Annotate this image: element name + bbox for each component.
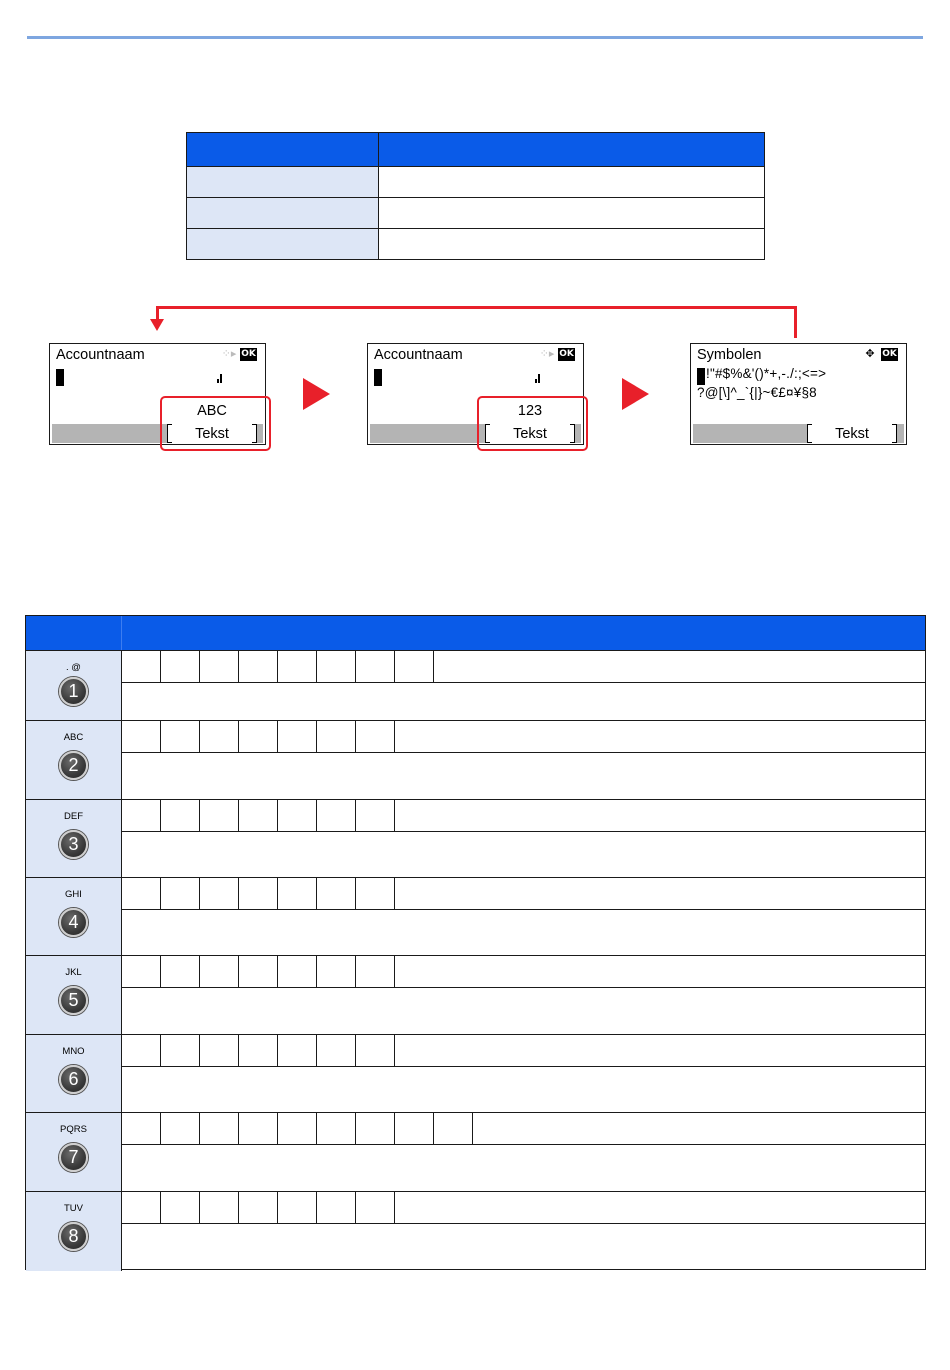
panel-title: Accountnaam: [56, 347, 145, 363]
character-cells: [122, 651, 925, 683]
key-disc-icon: 1: [59, 677, 88, 706]
symbol-line: !"#$%&'()*+,-./:;<=>: [706, 366, 827, 381]
key-row: [26, 1034, 925, 1112]
character-cell: [239, 878, 278, 909]
character-cells: [122, 956, 925, 988]
lcd-panel-symbols: [690, 343, 907, 445]
character-cells: [122, 878, 925, 910]
character-cell: [356, 1113, 395, 1144]
key-label-cell: [26, 800, 122, 877]
key-letters: PQRS: [60, 1124, 87, 1135]
character-cell: [278, 800, 317, 831]
character-cells: [122, 1113, 925, 1145]
text-cursor: [56, 369, 64, 386]
key-disc-icon: 3: [59, 830, 88, 859]
key-disc-icon: 8: [59, 1222, 88, 1251]
ok-icon: OK: [241, 349, 256, 359]
character-cell: [239, 956, 278, 987]
key-letters: DEF: [64, 811, 83, 822]
character-cell: [317, 878, 356, 909]
softkey-label: Tekst: [835, 426, 869, 442]
character-cell: [200, 878, 239, 909]
key-disc-icon: 6: [59, 1065, 88, 1094]
key-disc-icon: 5: [59, 986, 88, 1015]
signal-icon: [217, 373, 223, 383]
character-cell: [395, 1113, 434, 1144]
character-cell: [122, 721, 161, 752]
character-cell: [200, 800, 239, 831]
character-cell: [239, 721, 278, 752]
character-cell: [200, 1035, 239, 1066]
character-cell: [122, 651, 161, 682]
ok-icon: OK: [559, 349, 574, 359]
mode-table-row: [187, 167, 765, 198]
character-cell: [278, 1035, 317, 1066]
mode-table-row: [187, 198, 765, 229]
next-step-arrow-icon: [622, 378, 649, 410]
key-disc-icon: 7: [59, 1143, 88, 1172]
character-cell: [200, 1113, 239, 1144]
key-label-cell: [26, 651, 122, 720]
character-cell: [122, 1113, 161, 1144]
key-label-cell: [26, 956, 122, 1034]
character-cell: [161, 878, 200, 909]
character-cell: [161, 1035, 200, 1066]
character-cell: [317, 721, 356, 752]
key-letters: MNO: [62, 1046, 85, 1057]
top-rule: [27, 36, 923, 39]
key-letters: . @: [66, 662, 81, 673]
character-cell: [122, 800, 161, 831]
character-cell: [239, 1192, 278, 1223]
character-cell: [122, 878, 161, 909]
key-character-table: [25, 615, 926, 1270]
key-label-cell: [26, 1035, 122, 1112]
character-cell: [317, 1113, 356, 1144]
character-cell: [356, 878, 395, 909]
key-letters: GHI: [65, 889, 82, 900]
key-table-header: [26, 616, 925, 650]
character-cell: [278, 878, 317, 909]
navigation-arrows-icon: ⁘▸: [539, 348, 555, 360]
key-row: [26, 1112, 925, 1191]
key-row: [26, 650, 925, 720]
character-cell: [239, 800, 278, 831]
key-disc-icon: 2: [59, 751, 88, 780]
navigation-arrows-icon: ✥: [865, 348, 875, 360]
character-cell: [278, 721, 317, 752]
next-step-arrow-icon: [303, 378, 330, 410]
character-cell: [356, 1192, 395, 1223]
character-cell: [317, 956, 356, 987]
key-row: [26, 720, 925, 799]
loop-arrow-head-icon: [150, 319, 164, 331]
character-cell: [161, 1113, 200, 1144]
character-cell: [200, 956, 239, 987]
character-cell: [278, 1192, 317, 1223]
softkey-label: Tekst: [513, 426, 547, 442]
character-cells: [122, 800, 925, 832]
character-cells: [122, 721, 925, 753]
character-cell: [122, 1035, 161, 1066]
key-row: [26, 955, 925, 1034]
mode-table-row: [187, 229, 765, 260]
character-cell: [200, 721, 239, 752]
loop-arrow-top: [156, 306, 797, 309]
key-row: [26, 799, 925, 877]
character-cell: [239, 651, 278, 682]
highlight-box: [477, 396, 588, 451]
input-mode-table: [186, 132, 765, 260]
character-cell: [434, 1113, 473, 1144]
navigation-arrows-icon: ⁘▸: [221, 348, 237, 360]
character-cell: [161, 721, 200, 752]
key-letters: ABC: [63, 732, 84, 743]
character-cell: [317, 1192, 356, 1223]
mode-table-header: [187, 133, 765, 167]
character-cell: [122, 1192, 161, 1223]
key-disc-icon: 4: [59, 908, 88, 937]
character-cell: [278, 1113, 317, 1144]
character-cell: [356, 800, 395, 831]
character-cell: [161, 956, 200, 987]
character-cell: [161, 1192, 200, 1223]
character-cell: [239, 1113, 278, 1144]
character-cell: [356, 651, 395, 682]
input-mode-label: ABC: [197, 403, 227, 419]
input-mode-label: 123: [517, 403, 543, 419]
highlight-box: [160, 396, 271, 451]
character-cell: [317, 800, 356, 831]
character-cell: [278, 651, 317, 682]
ok-icon: OK: [882, 349, 897, 359]
character-cell: [317, 1035, 356, 1066]
character-cell: [395, 651, 434, 682]
character-cell: [200, 1192, 239, 1223]
character-cells: [122, 1035, 925, 1067]
character-cell: [122, 956, 161, 987]
character-cell: [239, 1035, 278, 1066]
text-cursor: [374, 369, 382, 386]
key-letters: TUV: [64, 1203, 83, 1214]
character-cell: [356, 956, 395, 987]
panel-title: Symbolen: [697, 347, 762, 363]
character-cell: [161, 800, 200, 831]
key-row: [26, 877, 925, 955]
key-label-cell: [26, 721, 122, 799]
softkey-label: Tekst: [195, 426, 229, 442]
symbol-line: ?@[\]^_`{|}~€£¤¥§8: [697, 385, 817, 400]
character-cells: [122, 1192, 925, 1224]
signal-icon: [535, 373, 541, 383]
character-cell: [356, 721, 395, 752]
character-cell: [356, 1035, 395, 1066]
character-cell: [161, 651, 200, 682]
loop-arrow-right: [794, 306, 797, 338]
character-cell: [278, 956, 317, 987]
key-label-cell: [26, 1113, 122, 1191]
key-label-cell: [26, 878, 122, 955]
key-label-cell: [26, 1192, 122, 1271]
character-cell: [317, 651, 356, 682]
text-cursor: [697, 368, 705, 385]
character-cell: [200, 651, 239, 682]
key-letters: JKL: [65, 967, 82, 978]
key-row: [26, 1191, 925, 1271]
panel-title: Accountnaam: [374, 347, 463, 363]
